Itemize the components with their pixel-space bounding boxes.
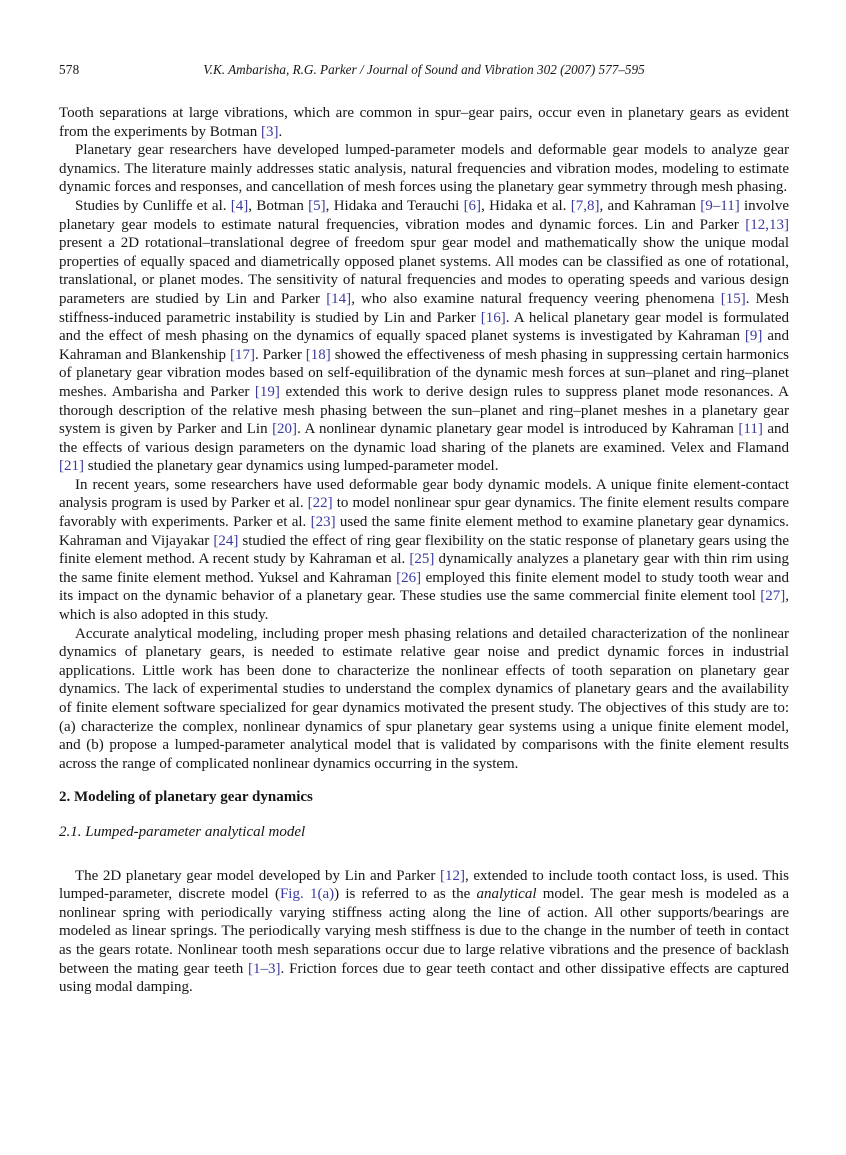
citation-link[interactable]: [20] [272,421,298,438]
citation-link[interactable]: [26] [396,569,422,586]
page-content [59,62,789,997]
citation-link[interactable]: [27] [760,588,786,605]
citation-link[interactable]: [9] [744,328,763,345]
paragraph: Planetary gear researchers have developed lumped-parameter models and deformable gear models to analyze gear dynamics. The literature mainly addresses static analysis, natural frequencies and vibration modes, modeling to estimate dynamic forces and responses, and cancellation of mesh forces using the planetary gear symmetry through mesh phasing. [59,142,789,196]
citation-link[interactable]: [7,8] [570,197,600,214]
citation-link[interactable]: [18] [305,346,331,363]
citation-link[interactable]: [21] [59,458,84,475]
emphasized-text: analytical [476,886,537,903]
subsection-heading: 2.1. Lumped-parameter analytical model [59,823,306,840]
article-body [59,104,789,997]
page-number: 578 [59,62,80,77]
citation-link[interactable]: [12,13] [745,216,789,233]
paragraph: Studies by Cunliffe et al. [4], Botman [5], Hidaka and Terauchi [6], Hidaka et al. [7,8], and Kahraman [9–11] involve planetary gear models to estimate natural frequencies, vibration modes and dynamic forces. Lin and Parker [12,13] present a 2D rotational–translational degree of freedom spur gear model and mathematically show the unique modal properties of equally spaced and diametrically opposed planet systems. All modes can be classified as one of rotational, translational, or planet modes. The sensitivity of natural frequencies and modes to operating speeds and various design parameters are studied by Lin and Parker [14], who also examine natural frequency veering phenomena [15]. Mesh stiffness-induced parametric instability is studied by Lin and Parker [16]. A helical planetary gear model is formulated and the effect of mesh phasing on the dynamics of equally spaced planet systems is investigated by Kahraman [9] and Kahraman and Blankenship [17]. Parker [18] showed the effectiveness of mesh phasing in suppressing certain harmonics of planetary gear vibration modes based on self-equilibration of the dynamic mesh forces at sun–planet and ring–planet meshes. Ambarisha and Parker [19] extended this work to derive design rules to suppress planet mode resonances. A thorough description of the relative mesh phasing between the sun–planet and ring–planet meshes in a planetary gear system is given by Parker and Lin [20]. A nonlinear dynamic planetary gear model is introduced by Kahraman [11] and the effects of various design parameters on the dynamic load sharing of the planets are examined. Velex and Flamand [21] studied the planetary gear dynamics using lumped-parameter model. [59,197,790,475]
citation-link[interactable]: [17] [229,346,255,363]
citation-link[interactable]: [11] [738,421,763,438]
running-head: V.K. Ambarisha, R.G. Parker / Journal of Sound and Vibration 302 (2007) 577–595 [203,62,645,77]
paragraph: Tooth separations at large vibrations, which are common in spur–gear pairs, occur even in planetary gears as evident from the experiments by Botman [3]. [59,105,789,140]
citation-link[interactable]: [22] [307,495,333,512]
citation-link[interactable]: [24] [213,532,239,549]
citation-link[interactable]: [3] [261,123,279,140]
running-header [59,62,789,78]
citation-link[interactable]: [5] [308,197,326,214]
citation-link[interactable]: [16] [480,309,506,326]
citation-link[interactable]: [6] [463,197,482,214]
paragraph: Accurate analytical modeling, including proper mesh phasing relations and detailed characterization of the nonlinear dynamics of planetary gears, is needed to estimate relative gear noise and predict dynamic forces in industrial applications. Little work has been done to characterize the nonlinear effects of tooth separation on planetary gear dynamics. The lack of experimental studies to understand the complex dynamics of planetary gears and the availability of finite element software specialized for gear dynamics motivated the present study. The objectives of this study are to: (a) characterize the complex, nonlinear dynamics of spur planetary gear systems using a unique finite element model, and (b) propose a lumped-parameter analytical model that is validated by comparisons with the finite element results across the range of complicated nonlinear dynamics occurring in the system. [59,625,789,772]
citation-link[interactable]: [19] [254,383,280,400]
citation-link[interactable]: [12] [440,867,466,884]
citation-link[interactable]: [15] [720,290,746,307]
paragraph: In recent years, some researchers have used deformable gear body dynamic models. A unique finite element-contact analysis program is used by Parker et al. [22] to model nonlinear spur gear dynamics. The finite element results compare favorably with experiments. Parker et al. [23] used the same finite element method to examine planetary gear dynamics. Kahraman and Vijayakar [24] studied the effect of ring gear flexibility on the static response of planetary gears using the finite element method. A recent study by Kahraman et al. [25] dynamically analyzes a planetary gear with thin rim using the same finite element method. Yuksel and Kahraman [26] employed this finite element model to study tooth wear and its impact on the dynamic behavior of a planetary gear. These studies use the same commercial finite element tool [27], which is also adopted in this study. [59,476,790,624]
figure-reference-link[interactable]: Fig. 1(a) [279,886,335,903]
citation-link[interactable]: [23] [310,514,336,531]
paragraph: The 2D planetary gear model developed by Lin and Parker [12], extended to include tooth contact loss, is used. This lumped-parameter, discrete model (Fig. 1(a)) is referred to as the analytical model. The gear mesh is modeled as a nonlinear spring with periodically varying stiffness acting along the line of action. All other supports/bearings are modeled as linear springs. The periodically varying mesh stiffness is due to the change in the number of teeth in contact as the gears rotate. Nonlinear tooth mesh separations occur due to large relative vibrations and the presence of backlash between the mating gear teeth [1–3]. Friction forces due to gear teeth contact and other dissipative effects are captured using modal damping. [59,867,789,996]
section-heading: 2. Modeling of planetary gear dynamics [59,789,313,806]
citation-link[interactable]: [14] [326,290,352,307]
citation-link[interactable]: [25] [409,551,435,568]
citation-link[interactable]: [1–3] [248,960,281,977]
citation-link[interactable]: [9–11] [700,197,740,214]
citation-link[interactable]: [4] [230,197,249,214]
